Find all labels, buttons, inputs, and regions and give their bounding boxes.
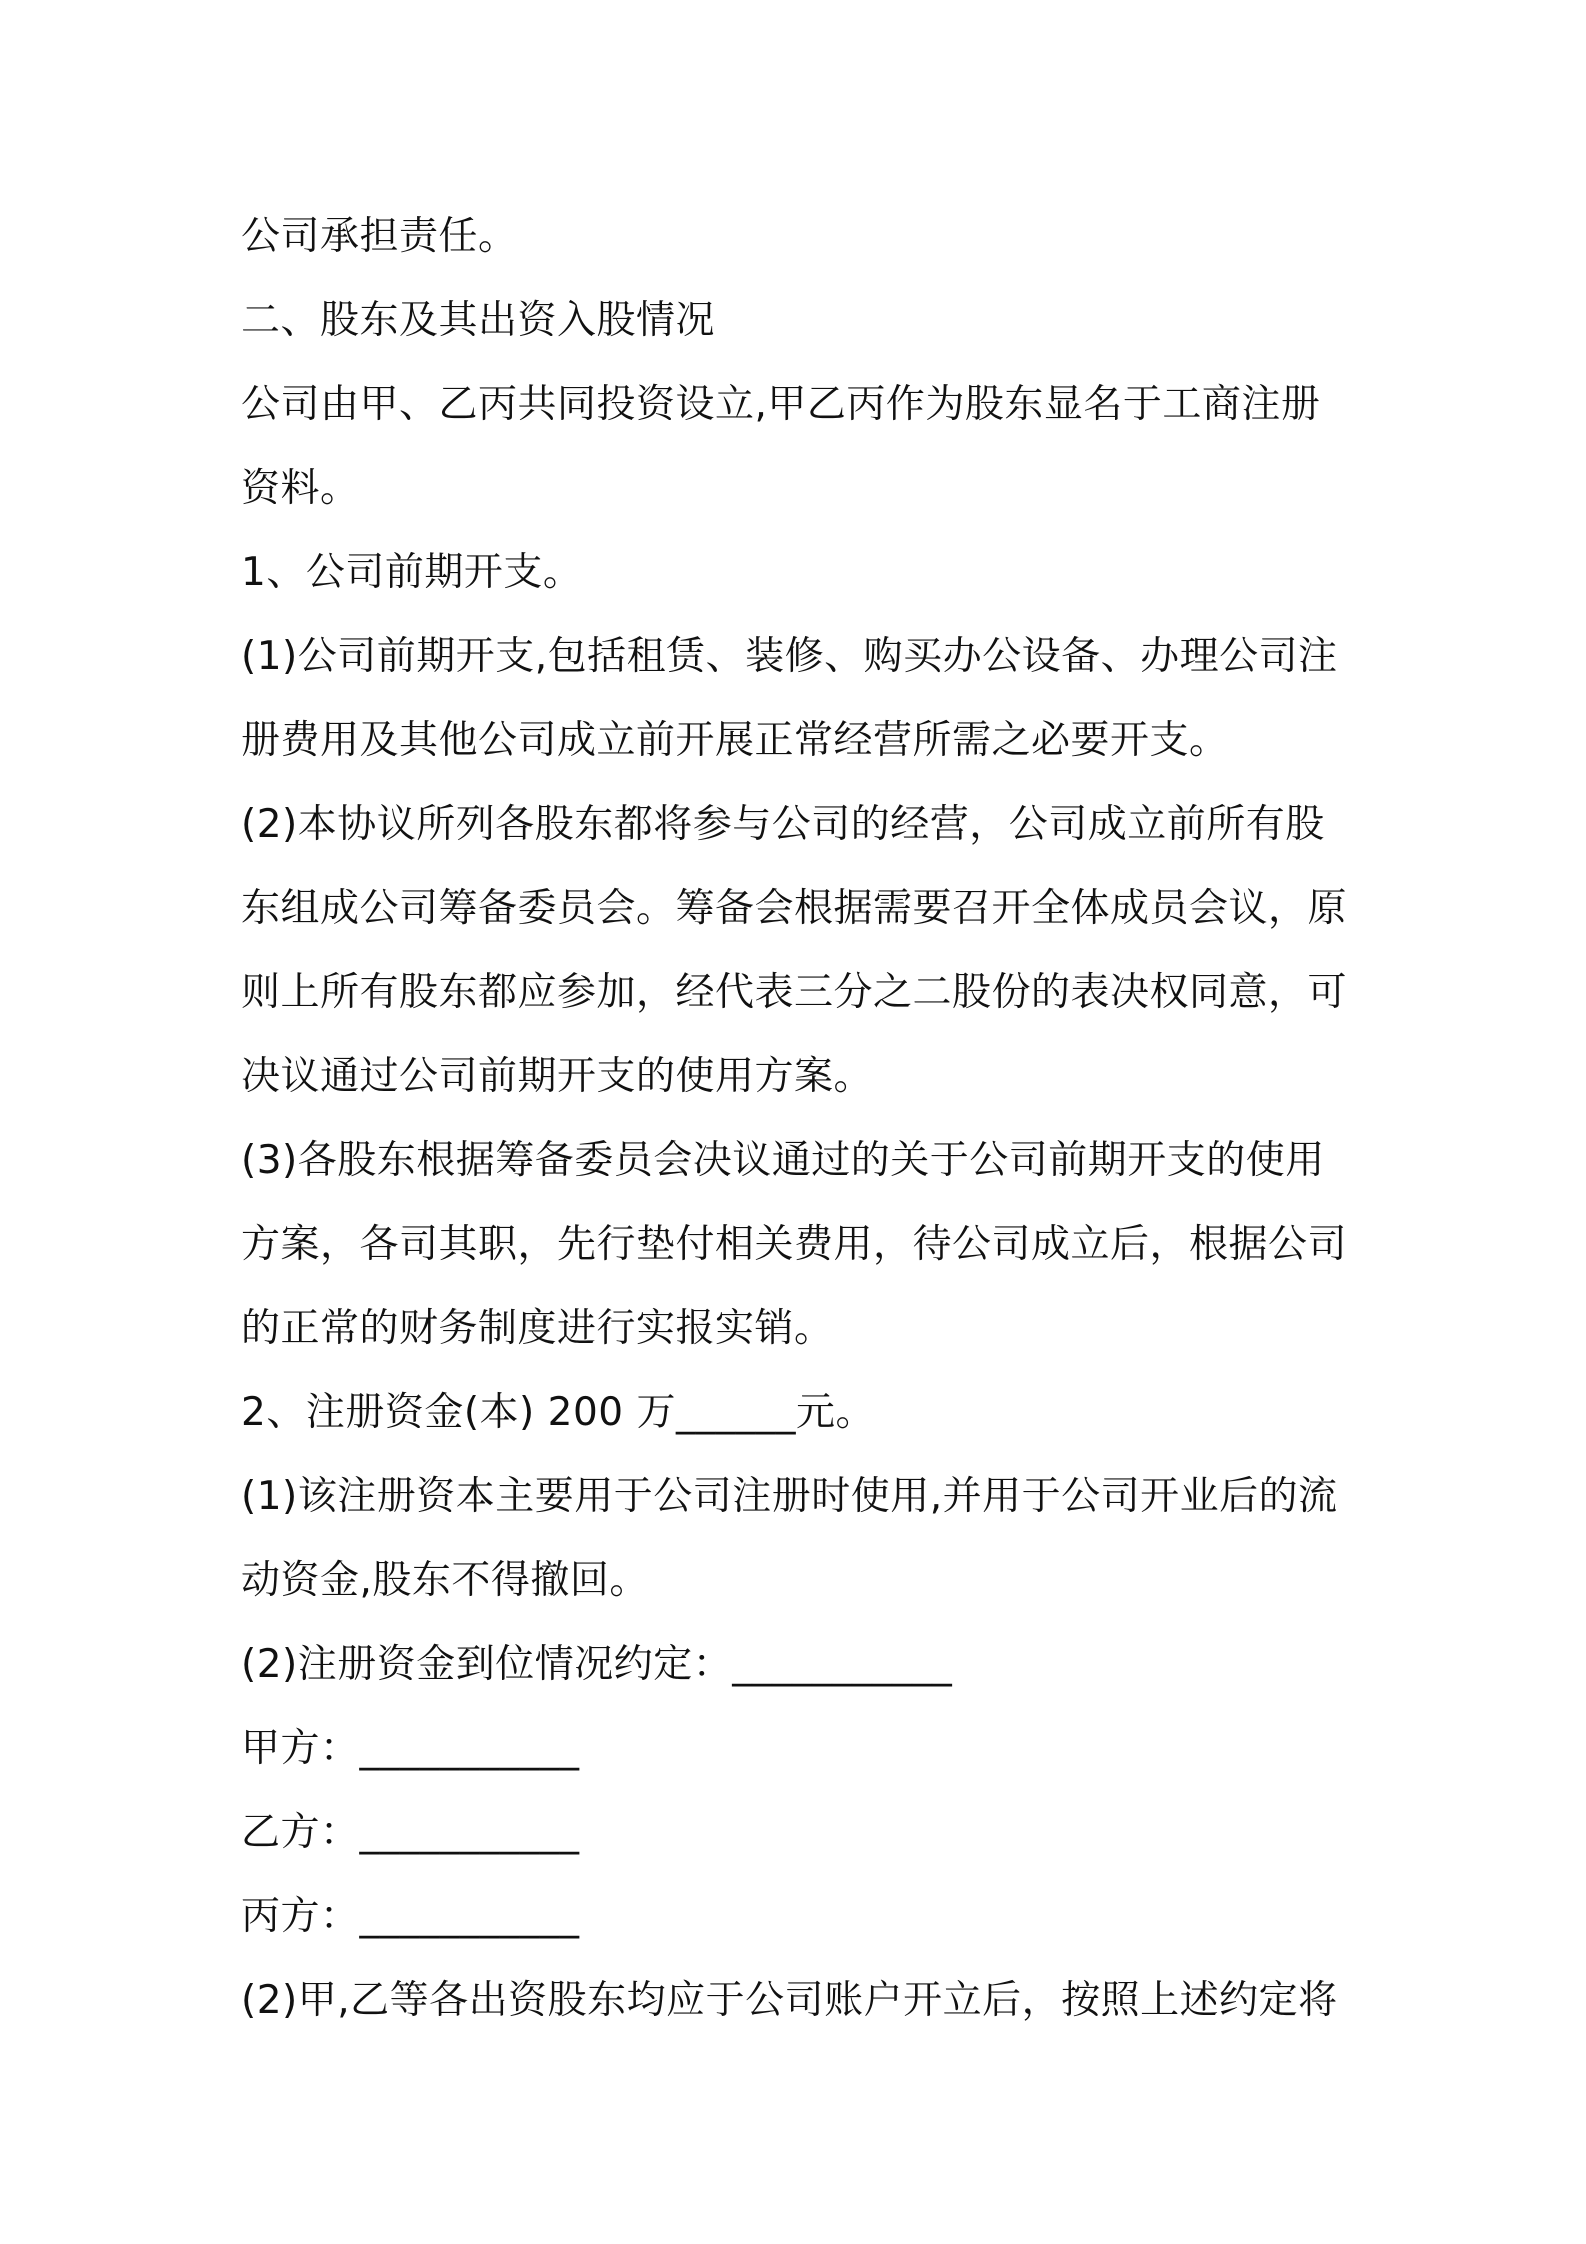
text-line: 方案，各司其职，先行垫付相关费用，待公司成立后，根据公司 <box>241 1222 1348 1267</box>
text-line: (2)本协议所列各股东都将参与公司的经营，公司成立前所有股 <box>241 802 1325 847</box>
text-line: 的正常的财务制度进行实报实销。 <box>241 1306 834 1351</box>
text-line: (1)公司前期开支,包括租赁、装修、购买办公设备、办理公司注 <box>241 634 1338 679</box>
text-line: 册费用及其他公司成立前开展正常经营所需之必要开支。 <box>241 718 1229 763</box>
clause-heading: 2、注册资金(本) 200 万______元。 <box>241 1390 875 1435</box>
party-a-line: 甲方：___________ <box>241 1726 580 1771</box>
text-line: 则上所有股东都应参加，经代表三分之二股份的表决权同意，可 <box>241 970 1348 1015</box>
text-line: (3)各股东根据筹备委员会决议通过的关于公司前期开支的使用 <box>241 1138 1325 1183</box>
text-line: 动资金,股东不得撤回。 <box>241 1558 649 1603</box>
clause-heading: 1、公司前期开支。 <box>241 550 583 595</box>
text-line: (1)该注册资本主要用于公司注册时使用,并用于公司开业后的流 <box>241 1474 1338 1519</box>
section-heading: 二、股东及其出资入股情况 <box>241 298 716 343</box>
text-line: (2)注册资金到位情况约定：___________ <box>241 1642 953 1687</box>
text-line: (2)甲,乙等各出资股东均应于公司账户开立后，按照上述约定将 <box>241 1978 1338 2023</box>
party-c-line: 丙方：___________ <box>241 1894 580 1939</box>
text-line: 决议通过公司前期开支的使用方案。 <box>241 1054 874 1099</box>
text-line: 公司由甲、乙丙共同投资设立,甲乙丙作为股东显名于工商注册 <box>241 382 1321 427</box>
party-b-line: 乙方：___________ <box>241 1810 580 1855</box>
text-line: 东组成公司筹备委员会。筹备会根据需要召开全体成员会议，原 <box>241 886 1348 931</box>
text-line: 资料。 <box>241 466 360 511</box>
document-page <box>241 195 1351 2043</box>
text-line: 公司承担责任。 <box>241 214 518 259</box>
